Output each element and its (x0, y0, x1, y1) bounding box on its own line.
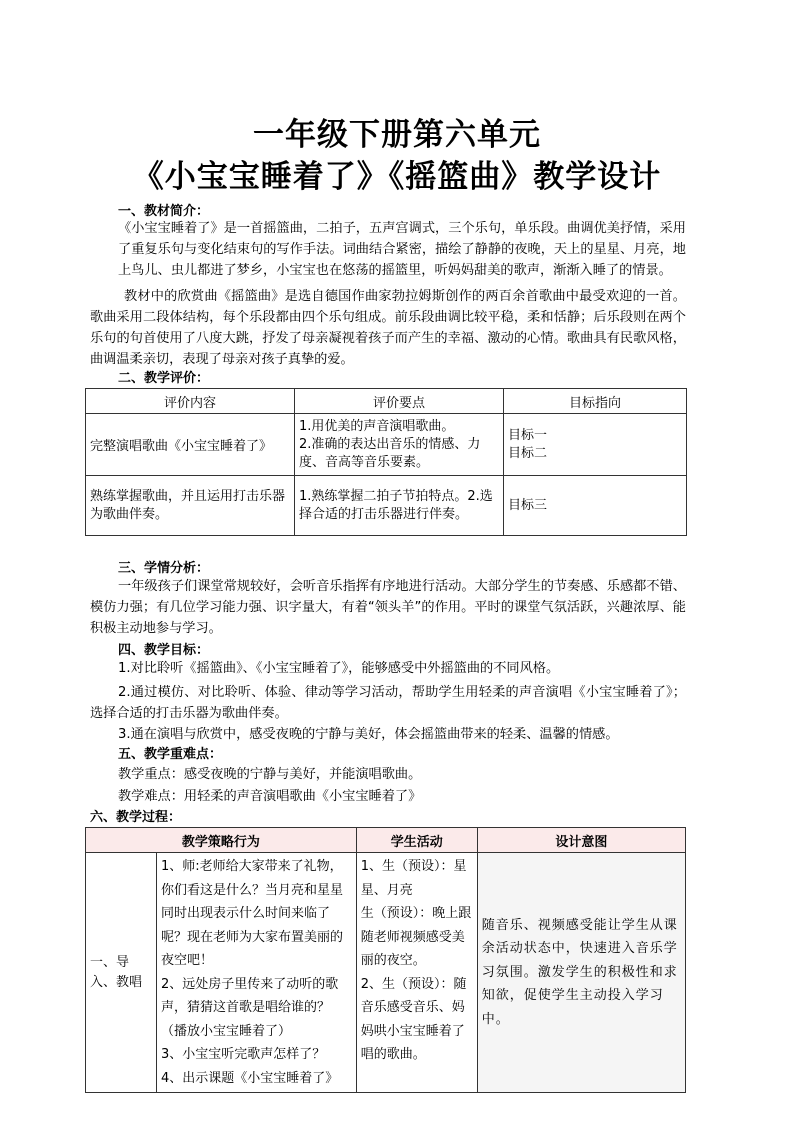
evaluation-table (85, 388, 687, 536)
process-intent: 随音乐、视频感受能让学生从课余活动状态中，快速进入音乐学习氛围。激发学生的积极性和求知欲，促使学生主动投入学习中。 (477, 853, 685, 1093)
process-stage: 一、导入、教唱 (86, 853, 157, 1093)
key-point: 教学重点：感受夜晚的宁静与美好，并能演唱歌曲。 (118, 767, 422, 782)
eval-header-content: 评价内容 (86, 389, 295, 414)
eval-row1-points: 1.用优美的声音演唱歌曲。 2.准确的表达出音乐的情感、力度、音高等音乐要素。 (295, 414, 504, 476)
objective-2: 2.通过模仿、对比聆听、体验、律动等学习活动，帮助学生用轻柔的声音演唱《小宝宝睡着了》；选择合适的打击乐器为歌曲伴奏。 (90, 685, 686, 721)
section6-heading: 六、教学过程： (90, 810, 182, 825)
eval-header-target: 目标指向 (504, 389, 687, 414)
eval-row2-target: 目标三 (504, 476, 687, 536)
process-table (85, 827, 686, 1093)
eval-row2-points: 1.熟练掌握二拍子节拍特点。2.选择合适的打击乐器进行伴奏。 (295, 476, 504, 536)
section3-heading: 三、学情分析： (118, 561, 210, 576)
section3-para: 一年级孩子们课堂常规较好，会听音乐指挥有序地进行活动。大部分学生的节奏感、乐感都不错、模仿力强；有几位学习能力强、识字量大，有着“领头羊”的作用。平时的课堂气氛活跃，兴趣浓厚、能积极主动地参与学习。 (90, 579, 686, 636)
process-header-strategy: 教学策略行为 (86, 828, 357, 853)
eval-row1-target: 目标一 目标二 (504, 414, 687, 476)
process-header-intent: 设计意图 (477, 828, 685, 853)
page-title-line1: 一年级下册第六单元 (253, 117, 541, 153)
section4-heading: 四、教学目标： (118, 643, 210, 658)
section1-para2: 教材中的欣赏曲《摇篮曲》是选自德国作曲家勃拉姆斯创作的两百余首歌曲中最受欢迎的一首。歌曲采用二段体结构，每个乐段都由四个乐句组成。前乐段曲调比较平稳，柔和恬静；后乐段则在两个乐句的句首使用了八度大跳，抒发了母亲凝视着孩子而产生的幸福、激动的心情。歌曲具有民歌风格，曲调温柔亲切，表现了母亲对孩子真挚的爱。 (90, 289, 686, 367)
eval-row1-content: 完整演唱歌曲《小宝宝睡着了》 (86, 414, 295, 476)
section5-heading: 五、教学重难点： (118, 747, 223, 762)
process-strategy: 1、师:老师给大家带来了礼物，你们看这是什么？当月亮和星星同时出现表示什么时间来临了呢？现在老师为大家布置美丽的夜空吧！ 2、远处房子里传来了动听的歌声，猜猜这首歌是唱给谁的？（播放小宝宝睡着了） 3、小宝宝听完歌声怎样了？ 4、出示课题《小宝宝睡着了》 (157, 853, 357, 1093)
section2-heading: 二、教学评价： (118, 371, 210, 386)
objective-3: 3.通在演唱与欣赏中，感受夜晚的宁静与美好，体会摇篮曲带来的轻柔、温馨的情感。 (118, 727, 619, 742)
objective-1: 1.对比聆听《摇篮曲》、《小宝宝睡着了》，能够感受中外摇篮曲的不同风格。 (118, 661, 560, 676)
eval-row2-content: 熟练掌握歌曲，并且运用打击乐器为歌曲伴奏。 (86, 476, 295, 536)
process-header-student: 学生活动 (356, 828, 477, 853)
process-student: 1、生（预设）：星星、月亮 生（预设）：晚上跟随老师视频感受美丽的夜空。 2、生（预设）：随音乐感受音乐、妈妈哄小宝宝睡着了唱的歌曲。 (356, 853, 477, 1093)
difficult-point: 教学难点：用轻柔的声音演唱歌曲《小宝宝睡着了》 (118, 789, 422, 804)
page-title-line2: 《小宝宝睡着了》《摇篮曲》教学设计 (132, 159, 662, 195)
eval-header-points: 评价要点 (295, 389, 504, 414)
section1-heading: 一、教材简介： (118, 204, 210, 219)
section1-para1: 《小宝宝睡着了》是一首摇篮曲，二拍子，五声宫调式，三个乐句，单乐段。曲调优美抒情，采用了重复乐句与变化结束句的写作手法。词曲结合紧密，描绘了静静的夜晚，天上的星星、月亮，地上鸟儿、虫儿都进了梦乡，小宝宝也在悠荡的摇篮里，听妈妈甜美的歌声，渐渐入睡了的情景。 (118, 221, 686, 278)
